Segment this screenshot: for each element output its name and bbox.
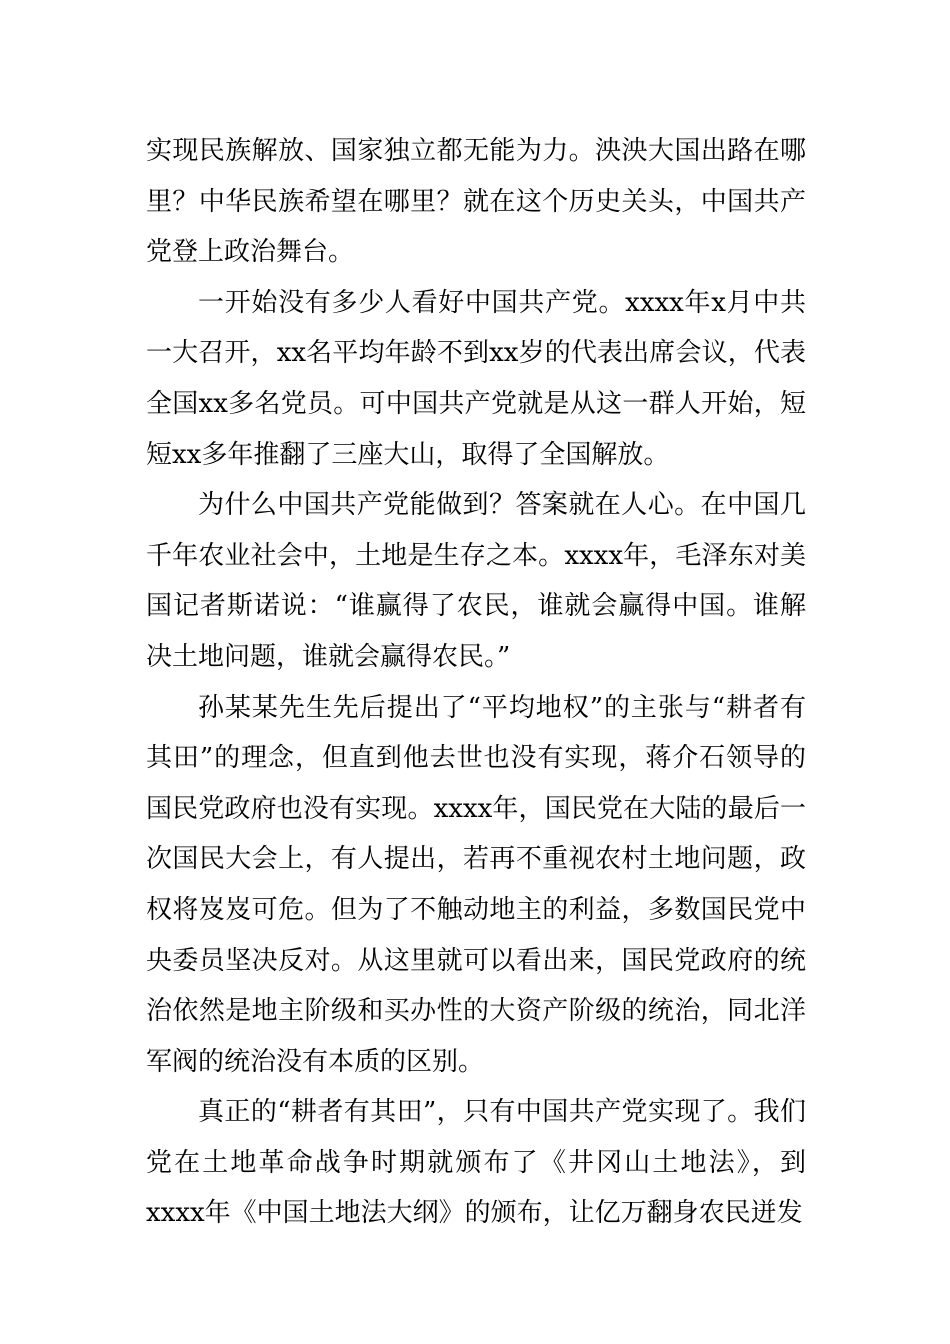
paragraph-5: 真正的“耕者有其田”，只有中国共产党实现了。我们党在土地革命战争时期就颁布了《井冈山土地法》，到xxxx年《中国土地法大纲》的颁布，让亿万翻身农民迸发 <box>146 1097 806 1229</box>
paragraph-4: 孙某某先生先后提出了“平均地权”的主张与“耕者有其田”的理念，但直到他去世也没有实现，蒋介石领导的国民党政府也没有实现。xxxx年，国民党在大陆的最后一次国民大会上，有人提出，若再不重视农村土地问题，政权将岌岌可危。但为了不触动地主的利益，多数国民党中央委员坚决反对。从这里就可以看出来，国民党政府的统治依然是地主阶级和买办性的大资产阶级的统治，同北洋军阀的统治没有本质的区别。 <box>146 692 806 1077</box>
paragraph-1: 实现民族解放、国家独立都无能为力。泱泱大国出路在哪里？中华民族希望在哪里？就在这个历史关头，中国共产党登上政治舞台。 <box>146 136 806 268</box>
document-page <box>146 126 806 1239</box>
paragraph-2: 一开始没有多少人看好中国共产党。xxxx年x月中共一大召开，xx名平均年龄不到xx岁的代表出席会议，代表全国xx多名党员。可中国共产党就是从这一群人开始，短短xx多年推翻了三座大山，取得了全国解放。 <box>146 287 806 470</box>
paragraph-3: 为什么中国共产党能做到？答案就在人心。在中国几千年农业社会中，土地是生存之本。xxxx年，毛泽东对美国记者斯诺说：“谁赢得了农民，谁就会赢得中国。谁解决土地问题，谁就会赢得农民。” <box>146 490 806 672</box>
